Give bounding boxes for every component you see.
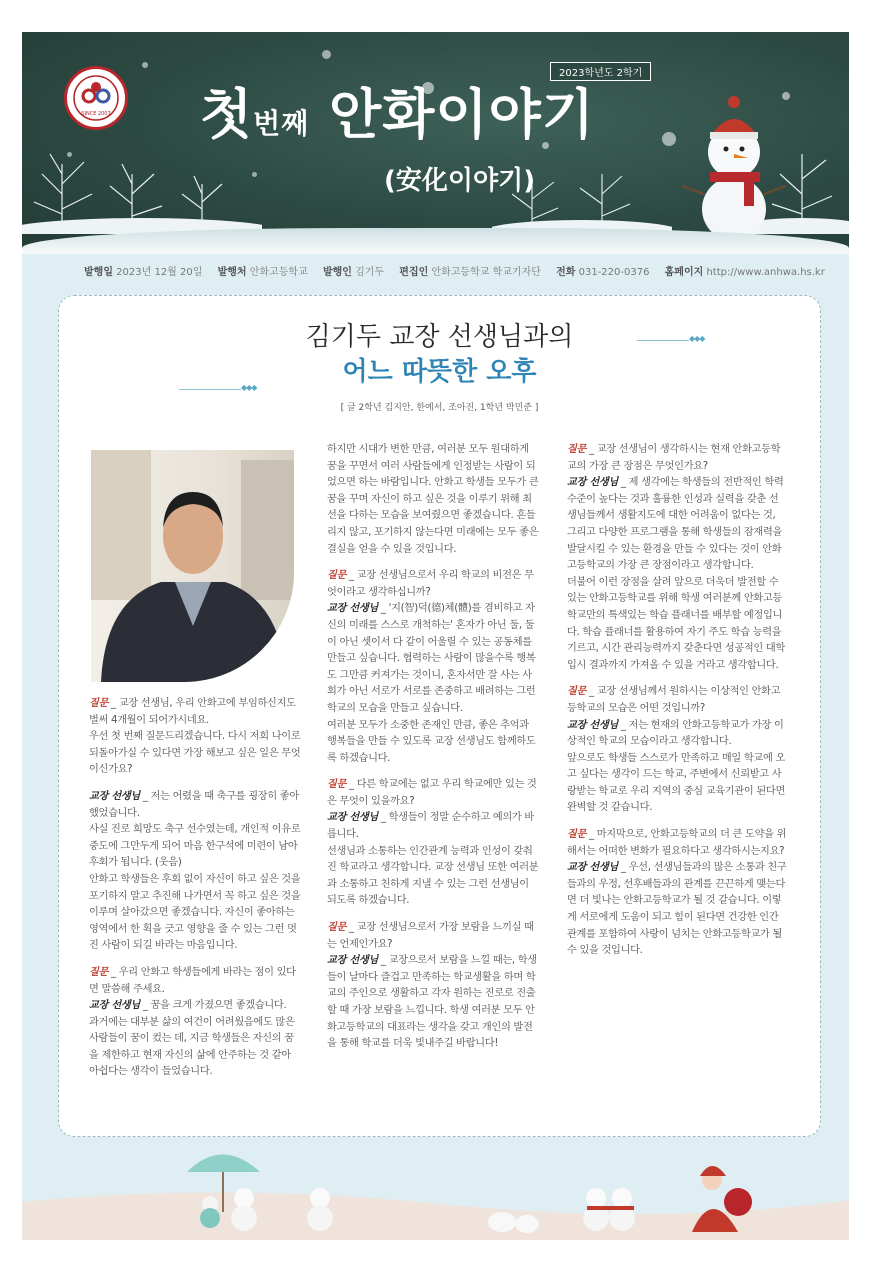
decor-dots: ◆◆◆: [689, 334, 705, 343]
snowman-illustration: [682, 94, 792, 244]
answer-label: 교장 선생님: [327, 955, 378, 967]
decor-line: [179, 389, 241, 390]
answer-label: 교장 선생님: [89, 1000, 140, 1012]
principal-photo: [91, 450, 294, 682]
question-label: 질문: [327, 779, 347, 791]
question-text: 교장 선생님, 우리 안화고에 부임하신지도 벌써 4개월이 되어가시네요.: [89, 698, 296, 726]
snow-dot: [142, 62, 148, 68]
answer-text: 더불어 이런 장점을 살려 앞으로 더욱더 발전할 수 있는 안화고등학교를 위해 학생 여러분께 안화고등학교만의 특색있는 학습 플래너를 배부할 예정입니다. 학습 플래너를 활용하여 자기 주도 학습 능력을 기르고, 시간 관리능력까지 갖춘다면 성공적인 대학 입시 결과까지 가져올 수 있을 거라고 생각합니다.: [567, 576, 785, 671]
header-banner: [22, 32, 849, 254]
question-text: 우리 안화고 학생들에게 바라는 점이 있다면 말씀해 주세요.: [89, 966, 296, 995]
date-value: 2023년 12월 20일: [116, 267, 203, 278]
umbrella-icon: [187, 1155, 260, 1173]
question-text: 마지막으로, 안화고등학교의 더 큰 도약을 위해서는 어떠한 변화가 필요하다고 생각하시는지요?: [567, 829, 787, 857]
editor-value: 안화고등학교 학교기자단: [431, 267, 541, 278]
question-label: 질문: [567, 829, 587, 841]
answer-text: 우선, 선생님들과의 많은 소통과 친구들과의 우정, 선후배들과의 관계를 끈끈하게 맺는다면 더 빛나는 안화고등학교가 될 것 같습니다. 이렇게 서로에게 도움이 되고 힘이 된다면 건강한 인간관계를 포함하여 사랑이 넘치는 안화고등학교가 될 수 있을 것입니다.: [567, 862, 787, 957]
question-label: 질문: [327, 922, 347, 934]
publisher-label: 발행처: [217, 267, 247, 278]
question-label: 질문: [327, 570, 347, 582]
date-label: 발행일: [84, 267, 113, 278]
answer-text: 저는 현재의 안화고등학교가 가장 이상적인 학교의 모습이라고 생각합니다.: [567, 719, 784, 748]
publisher-value: 안화고등학교: [249, 267, 308, 278]
editor-label: 편집인: [399, 267, 429, 278]
answer-text: '지(智)덕(德)체(體)를 겸비하고 자신의 미래를 스스로 개척하는' 혼자가 아닌 둘, 둘이 아닌 셋이서 다 같이 어울릴 수 있는 공동체를 만들고 싶습니다. 협력하는 사람이 많을수록 행복도 그만큼 커져가는 것이니, 혼자서만 잘 사는 사회가 아닌 서로가 서로를 존중하고 배려하는 그런 학교의 모습을 만들고 싶습니다.: [327, 603, 536, 714]
answer-text: 과거에는 대부분 삶의 여건이 어려웠음에도 많은 사람들이 꿈이 컸는 데, 지금 학생들은 자신의 꿈을 제한하고 현재 자신의 삶에 안주하는 것 같아 아쉽다는 생각이 들었습니다.: [89, 1016, 295, 1078]
question-text: 교장 선생님으로서 우리 학교의 비전은 무엇이라고 생각하십니까?: [327, 570, 534, 598]
answer-text: 꿈을 크게 가졌으면 좋겠습니다.: [150, 1000, 287, 1012]
homepage-label: 홈페이지: [664, 267, 704, 278]
snow-dot: [322, 50, 331, 59]
answer-label: 교장 선생님: [327, 812, 378, 824]
issuer-value: 김기두: [355, 267, 385, 278]
article-card: [58, 295, 821, 1137]
school-logo: [64, 66, 128, 130]
answer-text: 선생님과 소통하는 인간관계 능력과 인성이 갖춰진 학교라고 생각합니다. 교장 선생님 또한 여러분과 소통하고 친하게 지낼 수 있는 그런 선생님이 되도록 하겠습니다.: [327, 845, 539, 907]
article-column-1: 질문 _ 교장 선생님, 우리 안화고에 부임하신지도 벌써 4개월이 되어가시네요. 우선 첫 번째 질문드리겠습니다. 다시 저희 나이로 되돌아가실 수 있다면 가장 해보고 싶은 일은 무엇이신가요? 교장 선생님 _ 저는 어렸을 때 축구를 굉장히 좋아했었습니다. 사실 진로 희망도 축구 선수였는데, 개인적 이유로 중도에 그만두게 되어 마음 한구석에 미련이 남아 후회가 됩니다. (웃음) 안화고 학생들은 후회 없이 자신이 하고 싶은 것을 포기하지 말고 추진해 나가면서 꼭 하고 싶은 것을 이루며 살아갔으면 좋겠습니다. 자신이 좋아하는 영역에서 한 획을 긋고 영향을 줄 수 있는 그런 멋진 사람이 되길 바라는 마음입니다. 질문 _ 우리 안화고 학생들에게 바라는 점이 있다면 말씀해 주세요. 교장 선생님 _ 꿈을 크게 가졌으면 좋겠습니다. 과거에는 대부분 삶의 여건이 어려웠음에도 많은 사람들이 꿈이 컸는 데, 지금 학생들은 자신의 꿈을 제한하고 현재 자신의 삶에 안주하는 것 같아 아쉽다는 생각이 들었습니다.: [89, 698, 301, 1078]
question-label: 질문: [567, 686, 587, 698]
answer-text: 안화고 학생들은 후회 없이 자신이 하고 싶은 것을 포기하지 말고 추진해 나가면서 꼭 하고 싶은 것을 이루며 살아갔으면 좋겠습니다. 자신이 좋아하는 영역에서 한 획을 긋고 영향을 줄 수 있는 그런 멋진 사람이 되길 바라는 마음입니다.: [89, 873, 301, 952]
question-label: 질문: [89, 698, 109, 709]
answer-label: 교장 선생님: [567, 862, 618, 874]
newsletter-subtitle: (安化이야기): [384, 166, 536, 196]
phone-value: 031-220-0376: [578, 267, 650, 278]
banner-snow-edge: [22, 228, 849, 254]
answer-text: 학생들이 정말 순수하고 예의가 바릅니다.: [327, 812, 534, 841]
semester-badge: 2023학년도 2학기: [550, 62, 651, 81]
logo-text: SINCE 2007: [81, 111, 111, 117]
article-column-3: 질문 _ 교장 선생님이 생각하시는 현재 안화고등학교의 가장 큰 장점은 무엇인가요? 교장 선생님 _ 제 생각에는 학생들의 전반적인 학력 수준이 높다는 것과 훌륭한 인성과 실력을 갖춘 선생님들께서 생활지도에 대한 어려움이 없다는 것, 그리고 다양한 프로그램을 통해 학생들의 잠재력을 발달시킬 수 있는 환경을 만들 수 있다는 것이 안화고등학교의 가장 큰 장점이라고 생각합니다. 더불어 이런 장점을 살려 앞으로 더욱더 발전할 수 있는 안화고등학교를 위해 학생 여러분께 안화고등학교만의 특색있는 학습 플래너를 배부할 예정입니다. 학습 플래너를 활용하여 자기 주도 학습 능력을 기르고, 시간 관리능력까지 갖춘다면 성공적인 대학 입시 결과까지 가져올 수 있을 거라고 생각합니다. 질문 _ 교장 선생님께서 원하시는 이상적인 안화고등학교의 모습은 어떤 것입니까? 교장 선생님 _ 저는 현재의 안화고등학교가 가장 이상적인 학교의 모습이라고 생각합니다. 앞으로도 학생들 스스로가 만족하고 매일 학교에 오고 싶다는 생각이 드는 학교, 주변에서 신뢰받고 사랑받는 학교로 우리 지역의 중심 교육기관이 된다면 완벽할 것 같습니다. 질문 _ 마지막으로, 안화고등학교의 더 큰 도약을 위해서는 어떠한 변화가 필요하다고 생각하시는지요? 교장 선생님 _ 우선, 선생님들과의 많은 소통과 친구들과의 우정, 선후배들과의 관계를 끈끈하게 맺는다면 더 빛나는 안화고등학교가 될 것 같습니다. 이렇게 서로에게 도움이 되고 힘이 된다면 건강한 인간관계를 포함하여 사랑이 넘치는 안화고등학교가 될 수 있을 것입니다.: [567, 444, 787, 957]
answer-label: 교장 선생님: [567, 477, 618, 489]
question-text: 우선 첫 번째 질문드리겠습니다. 다시 저희 나이로 되돌아가실 수 있다면 가장 해보고 싶은 일은 무엇이신가요?: [89, 731, 301, 776]
question-label: 질문: [567, 444, 587, 455]
body-paragraph: 하지만 시대가 변한 만큼, 여러분 모두 원대하게 꿈을 꾸면서 여러 사람들에게 인정받는 사람이 되었으면 하는 바람입니다. 안화고 학생들 모두가 큰 꿈을 꾸며 자신이 하고 싶은 것을 이루기 위해 최선을 다하는 모습을 보여줬으면 좋겠습니다. 흔들리지 않고, 포기하지 않는다면 미래에는 모두 좋은 결실을 얻을 수 있을 것입니다.: [327, 444, 539, 555]
question-label: 질문: [89, 966, 109, 978]
title-main-text: 안화이야기: [329, 83, 595, 146]
newsletter-title: [200, 83, 595, 146]
decor-dots: ◆◆◆: [241, 383, 257, 392]
answer-text: 앞으로도 학생들 스스로가 만족하고 매일 학교에 오고 싶다는 생각이 드는 학교, 주변에서 신뢰받고 사랑받는 학교로 우리 지역의 중심 교육기관이 된다면 완벽할 것 같습니다.: [567, 752, 785, 814]
answer-text: 저는 어렸을 때 축구를 굉장히 좋아했었습니다.: [89, 790, 299, 819]
article-title-line1: 김기두 교장 선생님과의: [305, 322, 574, 352]
question-text: 다른 학교에는 없고 우리 학교에만 있는 것은 무엇이 있을까요?: [327, 779, 537, 807]
answer-label: 교장 선생님: [567, 719, 618, 731]
article-title-line2: 어느 따뜻한 오후: [342, 357, 537, 387]
title-small: 번째: [253, 107, 310, 140]
issuer-label: 발행인: [322, 267, 352, 278]
answer-text: 여러분 모두가 소중한 존재인 만큼, 좋은 추억과 행복들을 만들 수 있도록 교장 선생님도 함께하도록 하겠습니다.: [327, 719, 536, 764]
answer-text: 제 생각에는 학생들의 전반적인 학력 수준이 높다는 것과 훌륭한 인성과 실력을 갖춘 선생님들께서 생활지도에 대한 어려움이 없다는 것, 그리고 다양한 프로그램을 통해 학생들의 잠재력을 발달시킬 수 있는 환경을 만들 수 있다는 것이 안화고등학교의 가장 큰 장점이라고 생각합니다.: [567, 477, 784, 572]
question-text: 교장 선생님으로서 가장 보람을 느끼실 때는 언제인가요?: [327, 922, 534, 950]
article-column-2: 하지만 시대가 변한 만큼, 여러분 모두 원대하게 꿈을 꾸면서 여러 사람들에게 인정받는 사람이 되었으면 하는 바람입니다. 안화고 학생들 모두가 큰 꿈을 꾸며 자신이 하고 싶은 것을 이루기 위해 최선을 다하는 모습을 보여줬으면 좋겠습니다. 흔들리지 않고, 포기하지 않는다면 미래에는 모두 좋은 결실을 얻을 수 있을 것입니다. 질문 _ 교장 선생님으로서 우리 학교의 비전은 무엇이라고 생각하십니까? 교장 선생님 _ '지(智)덕(德)체(體)를 겸비하고 자신의 미래를 스스로 개척하는' 혼자가 아닌 둘, 둘이 아닌 셋이서 다 같이 어울릴 수 있는 공동체를 만들고 싶습니다. 협력하는 사람이 많을수록 행복도 그만큼 커져가는 것이니, 혼자서만 잘 사는 사회가 아닌 서로가 서로를 존중하고 배려하는 그런 학교의 모습을 만들고 싶습니다. 여러분 모두가 소중한 존재인 만큼, 좋은 추억과 행복들을 만들 수 있도록 교장 선생님도 함께하도록 하겠습니다. 질문 _ 다른 학교에는 없고 우리 학교에만 있는 것은 무엇이 있을까요? 교장 선생님 _ 학생들이 정말 순수하고 예의가 바릅니다. 선생님과 소통하는 인간관계 능력과 인성이 갖춰진 학교라고 생각합니다. 교장 선생님 또한 여러분과 소통하고 친하게 지낼 수 있는 그런 선생님이 되도록 하겠습니다. 질문 _ 교장 선생님으로서 가장 보람을 느끼실 때는 언제인가요? 교장 선생님 _ 교장으로서 보람을 느낄 때는, 학생들이 날마다 즐겁고 만족하는 학교생활을 하며 학교의 주인으로 생활하고 각자 원하는 진로로 진출할 때 가장 보람을 느낍니다. 학생 여러분 모두 안화고등학교의 대표라는 생각을 갖고 개인의 발전을 통해 학교를 더욱 빛내주길 바랍니다!: [327, 442, 541, 1063]
phone-label: 전화: [556, 267, 576, 278]
answer-text: 교장으로서 보람을 느낄 때는, 학생들이 날마다 즐겁고 만족하는 학교생활을 하며 학교의 주인으로 생활하고 각자 원하는 진로로 진출할 때 가장 보람을 느낍니다. 학생 여러분 모두 안화고등학교의 대표라는 생각을 갖고 개인의 발전을 통해 학교를 더욱 빛내주길 바랍니다!: [327, 955, 537, 1050]
answer-label: 교장 선생님: [89, 790, 140, 802]
answer-text: 사실 진로 희망도 축구 선수였는데, 개인적 이유로 중도에 그만두게 되어 마음 한구석에 미련이 남아 후회가 됩니다. (웃음): [89, 824, 301, 869]
footer-snowmen-illustration: [22, 1142, 849, 1240]
question-text: 교장 선생님이 생각하시는 현재 안화고등학교의 가장 큰 장점은 무엇인가요?: [567, 444, 781, 472]
decor-line: [637, 340, 689, 341]
principal-portrait: [91, 450, 294, 682]
article-credit: [ 글 2학년 김지안, 한예서, 조아진, 1학년 박민준 ]: [340, 403, 539, 413]
homepage-link[interactable]: http://www.anhwa.hs.kr: [706, 267, 825, 278]
title-prefix: 첫: [200, 83, 254, 146]
question-text: 교장 선생님께서 원하시는 이상적인 안화고등학교의 모습은 어떤 것입니까?: [567, 686, 781, 714]
newsletter-page: [22, 32, 849, 1240]
publication-info: [84, 263, 825, 278]
answer-label: 교장 선생님: [327, 603, 378, 615]
